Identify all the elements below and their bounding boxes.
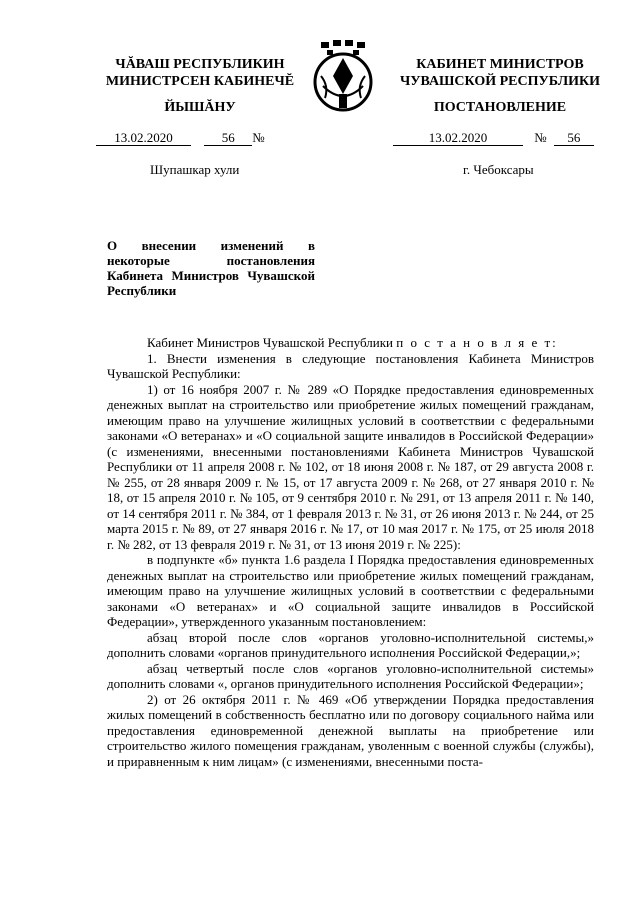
paragraph-3: в подпункте «б» пункта 1.6 раздела I Порядка предоставления единовременных денежных выплат на строительство или приобретение жилых помещений гражданам, имеющим право на улучшение жилищных условий в соответствии с федеральными законами «О ветеранах» и «О социальной защите инвалидов в Российской Федерации», утвержденного указанным постановлением: bbox=[107, 552, 594, 629]
doc-type-russian: ПОСТАНОВЛЕНИЕ bbox=[433, 100, 567, 115]
date-number-chuvash bbox=[96, 130, 265, 146]
paragraph-2: 1) от 16 ноября 2007 г. № 289 «О Порядке предоставления единовременных денежных выплат на строительство или приобретение жилых помещений гражданам, имеющим право на улучшение жилищных условий в соответствии с федеральными законами «О ветеранах» и «О социальной защите инвалидов в Российской Федерации» (с изменениями, внесенными постановлениями Кабинета Министров Чувашской Республики от 11 апреля 2008 г. № 102, от 18 июня 2008 г. № 187, от 29 августа 2008 г. № 255, от 28 января 2009 г. № 15, от 17 августа 2009 г. № 268, от 27 января 2010 г. № 18, от 15 апреля 2010 г. № 105, от 9 сентября 2010 г. № 291, от 13 апреля 2011 г. № 140, от 14 сентября 2011 г. № 384, от 1 февраля 2013 г. № 31, от 26 июня 2013 г. № 244, от 25 марта 2015 г. № 89, от 27 января 2016 г. № 17, от 10 мая 2017 г. № 175, от 25 июля 2018 г. № 282, от 13 февраля 2019 г. № 31, от 13 июня 2019 г. № 225): bbox=[107, 381, 594, 552]
issuer-chuvash-line1: ЧĂВАШ РЕСПУБЛИКИН bbox=[115, 57, 285, 72]
coat-of-arms-emblem bbox=[303, 36, 383, 116]
issuer-chuvash bbox=[100, 56, 300, 90]
paragraph-5: абзац четвертый после слов «органов уголовно-исполнительной системы» дополнить словами «, органов принудительного исполнения Российской Федерации»; bbox=[107, 660, 594, 691]
date-chuvash: 13.02.2020 bbox=[96, 131, 191, 146]
number-sign-chuvash: № bbox=[252, 130, 265, 145]
place-russian: г. Чебоксары bbox=[463, 162, 534, 177]
issuer-chuvash-line2: МИНИСТРСЕН КАБИНЕЧĔ bbox=[105, 74, 295, 89]
paragraph-4: абзац второй после слов «органов уголовно-исполнительной системы,» дополнить словами «органов принудительного исполнения Российской Федерации,»; bbox=[107, 629, 594, 660]
intro-paragraph bbox=[107, 335, 594, 351]
place-chuvash: Шупашкар хули bbox=[150, 162, 240, 177]
number-russian: 56 bbox=[554, 131, 594, 146]
issuer-russian bbox=[390, 56, 610, 90]
document-subject: О внесении изменений в некоторые постановления Кабинета Министров Чувашской Республики bbox=[107, 238, 315, 298]
issuer-russian-line2: ЧУВАШСКОЙ РЕСПУБЛИКИ bbox=[399, 74, 601, 89]
document-body bbox=[107, 335, 594, 769]
intro-verb: п о с т а н о в л я е т: bbox=[396, 335, 558, 350]
date-number-russian bbox=[393, 130, 594, 146]
doc-type-chuvash: ЙЫШĂНУ bbox=[164, 100, 236, 115]
issuer-russian-line1: КАБИНЕТ МИНИСТРОВ bbox=[416, 57, 584, 72]
number-chuvash: 56 bbox=[204, 131, 252, 146]
date-russian: 13.02.2020 bbox=[393, 131, 523, 146]
paragraph-6: 2) от 26 октября 2011 г. № 469 «Об утверждении Порядка предоставления жилых помещений в собственность бесплатно или по договору социального найма или предоставления единовременной денежной выплаты на приобретение или строительство жилого помещения гражданам, уволенным с военной службы (службы), и приравненным к ним лицам» (с изменениями, внесенными поста- bbox=[107, 691, 594, 769]
paragraph-1: 1. Внести изменения в следующие постановления Кабинета Министров Чувашской Республики: bbox=[107, 350, 594, 381]
intro-subject: Кабинет Министров Чувашской Республики bbox=[147, 335, 393, 350]
number-sign-russian: № bbox=[534, 130, 547, 145]
